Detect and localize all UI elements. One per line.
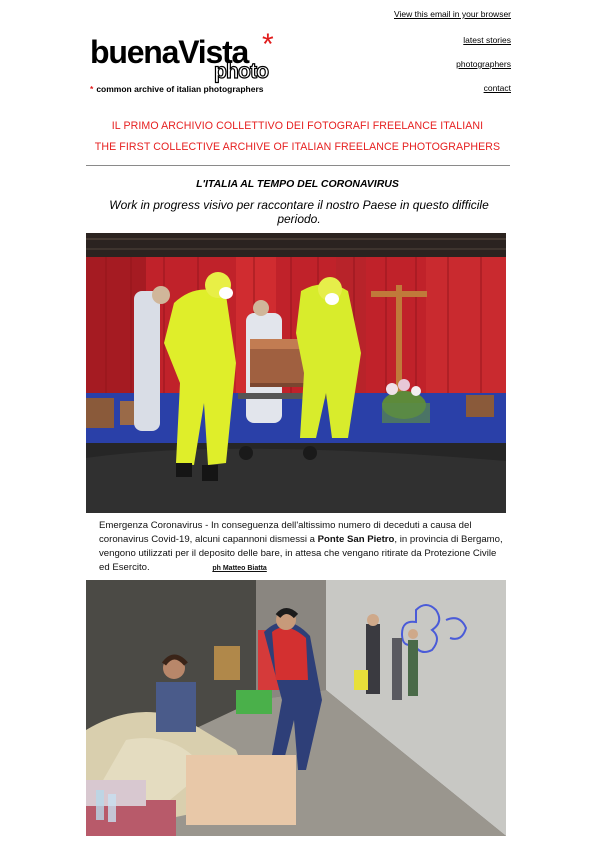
- photographers-link[interactable]: photographers: [456, 59, 511, 69]
- story-photo-underpass[interactable]: [86, 580, 506, 836]
- logo-subword: photo: [214, 60, 269, 83]
- headline-english: THE FIRST COLLECTIVE ARCHIVE OF ITALIAN FREELANCE PHOTOGRAPHERS: [94, 141, 501, 153]
- photographer-credit-link[interactable]: ph Matteo Biatta: [212, 565, 267, 572]
- section-title: L'ITALIA AL TEMPO DEL CORONAVIRUS: [196, 178, 399, 190]
- contact-link[interactable]: contact: [483, 83, 511, 93]
- top-links: [394, 9, 511, 93]
- logo-wordmark: buenaVista: [90, 34, 249, 70]
- section-subtitle: Work in progress visivo per raccontare il nostro Paese in questo difficile periodo.: [109, 198, 489, 226]
- tagline-asterisk-icon: *: [90, 84, 94, 94]
- view-in-browser-link[interactable]: View this email in your browser: [394, 9, 511, 19]
- caption-place: Ponte San Pietro: [317, 534, 395, 545]
- divider: [86, 165, 510, 166]
- logo-tagline: [90, 84, 264, 94]
- story-photo-coffin[interactable]: [86, 233, 506, 513]
- brand-logo[interactable]: [90, 28, 290, 98]
- story-caption: [99, 519, 509, 576]
- caption-text-b: , in provincia di Bergamo, vengono utilizzati per il deposito delle bare, in attesa che vengano ritirate da Protezione Civile ed Esercito.: [99, 534, 503, 573]
- logo-asterisk-icon: *: [262, 28, 274, 61]
- tagline-text: common archive of italian photographers: [96, 84, 264, 94]
- caption-text-a: Emergenza Coronavirus - In conseguenza dell'altissimo numero di deceduti a causa del coronavirus Covid-19, alcuni capannoni dismessi a: [99, 520, 472, 545]
- headline-italian: IL PRIMO ARCHIVIO COLLETTIVO DEI FOTOGRAFI FREELANCE ITALIANI: [111, 120, 484, 132]
- latest-stories-link[interactable]: latest stories: [463, 35, 511, 45]
